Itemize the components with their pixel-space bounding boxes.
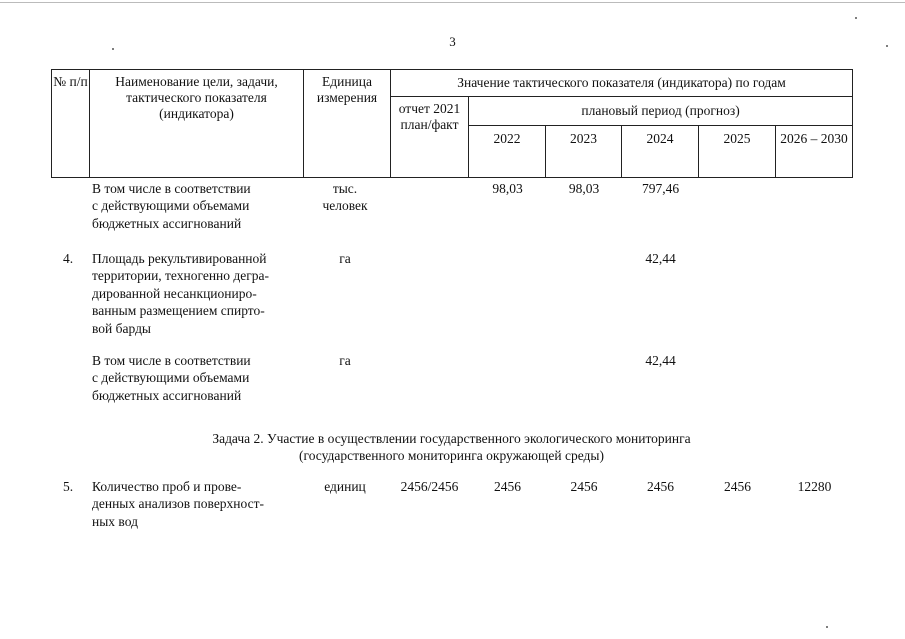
row-subtotal-1-value-2024: 797,46 [641, 181, 680, 196]
row-5-value-2023: 2456 [570, 479, 598, 494]
row-5-value-2024: 2456 [647, 479, 674, 494]
scan-speck [112, 48, 114, 50]
header-year-2026-2030: 2026 – 2030 [776, 126, 853, 178]
scan-speck [855, 17, 857, 19]
indicator-table-header [51, 69, 853, 178]
row-subtotal-2-unit: га [339, 353, 351, 368]
row-5-name-line: Количество проб и прове- [92, 479, 242, 494]
row-4-name-line: ванным размещением спирто- [92, 303, 265, 319]
row-5-value-2026-2030: 12280 [797, 479, 832, 494]
header-year-2024: 2024 [622, 126, 699, 178]
row-subtotal-2-name-line: бюджетных ассигнований [92, 387, 242, 403]
row-subtotal-1-unit-line: человек [322, 198, 368, 214]
row-subtotal-1-name [92, 180, 301, 232]
row-4-name-line: дированной несанкциониро- [92, 285, 257, 301]
header-report: отчет 2021 план/факт [391, 97, 469, 178]
header-num: № п/п [52, 70, 90, 178]
header-name: Наименование цели, задачи, тактического показателя (индикатора) [90, 70, 304, 178]
header-unit: Единица измерения [304, 70, 391, 178]
row-subtotal-1-unit-line: тыс. [332, 181, 358, 196]
header-year-2022: 2022 [469, 126, 546, 178]
header-year-2025: 2025 [699, 126, 776, 178]
row-subtotal-1-name-line: В том числе в соответствии [92, 181, 251, 196]
header-values-title: Значение тактического показателя (индикатора) по годам [391, 70, 853, 97]
page-number: 3 [449, 34, 456, 49]
row-5-value-2022: 2456 [494, 479, 521, 494]
header-plan-period: плановый период (прогноз) [469, 97, 853, 126]
row-subtotal-1-name-line: с действующими объемами [92, 198, 250, 214]
task-2-heading-line: (государственного мониторинга окружающей среды) [299, 448, 604, 464]
row-5-name-line: ных вод [92, 513, 138, 529]
row-subtotal-2-value-2024: 42,44 [645, 353, 676, 368]
row-4-name-line: Площадь рекультивированной [92, 251, 267, 266]
row-5-value-2025: 2456 [724, 479, 751, 494]
row-subtotal-2-name [92, 352, 301, 404]
row-5-report: 2456/2456 [400, 479, 459, 494]
row-4-value-2024: 42,44 [645, 251, 676, 266]
task-2-heading [51, 430, 852, 465]
row-4-name-line: территории, техногенно дегра- [92, 268, 270, 284]
task-2-heading-line: Задача 2. Участие в осуществлении государственного экологического мониторинга [212, 431, 691, 446]
row-subtotal-2-name-line: с действующими объемами [92, 370, 250, 386]
row-subtotal-2-name-line: В том числе в соответствии [92, 353, 251, 368]
scan-speck [826, 626, 828, 628]
scan-speck [886, 45, 888, 47]
row-4-num: 4. [63, 251, 74, 266]
row-4-name-line: вой барды [92, 320, 152, 336]
row-subtotal-1-name-line: бюджетных ассигнований [92, 215, 242, 231]
row-4-unit: га [339, 251, 351, 266]
row-5-name [92, 478, 301, 530]
row-5-unit: единиц [324, 479, 366, 494]
row-subtotal-1-unit [302, 180, 388, 215]
row-4-name [92, 250, 301, 337]
row-subtotal-1-value-2022: 98,03 [492, 181, 523, 196]
row-5-name-line: денных анализов поверхност- [92, 496, 265, 512]
row-subtotal-1-value-2023: 98,03 [568, 181, 600, 196]
header-year-2023: 2023 [546, 126, 622, 178]
scan-top-edge [0, 2, 905, 3]
row-5-num: 5. [63, 479, 74, 494]
